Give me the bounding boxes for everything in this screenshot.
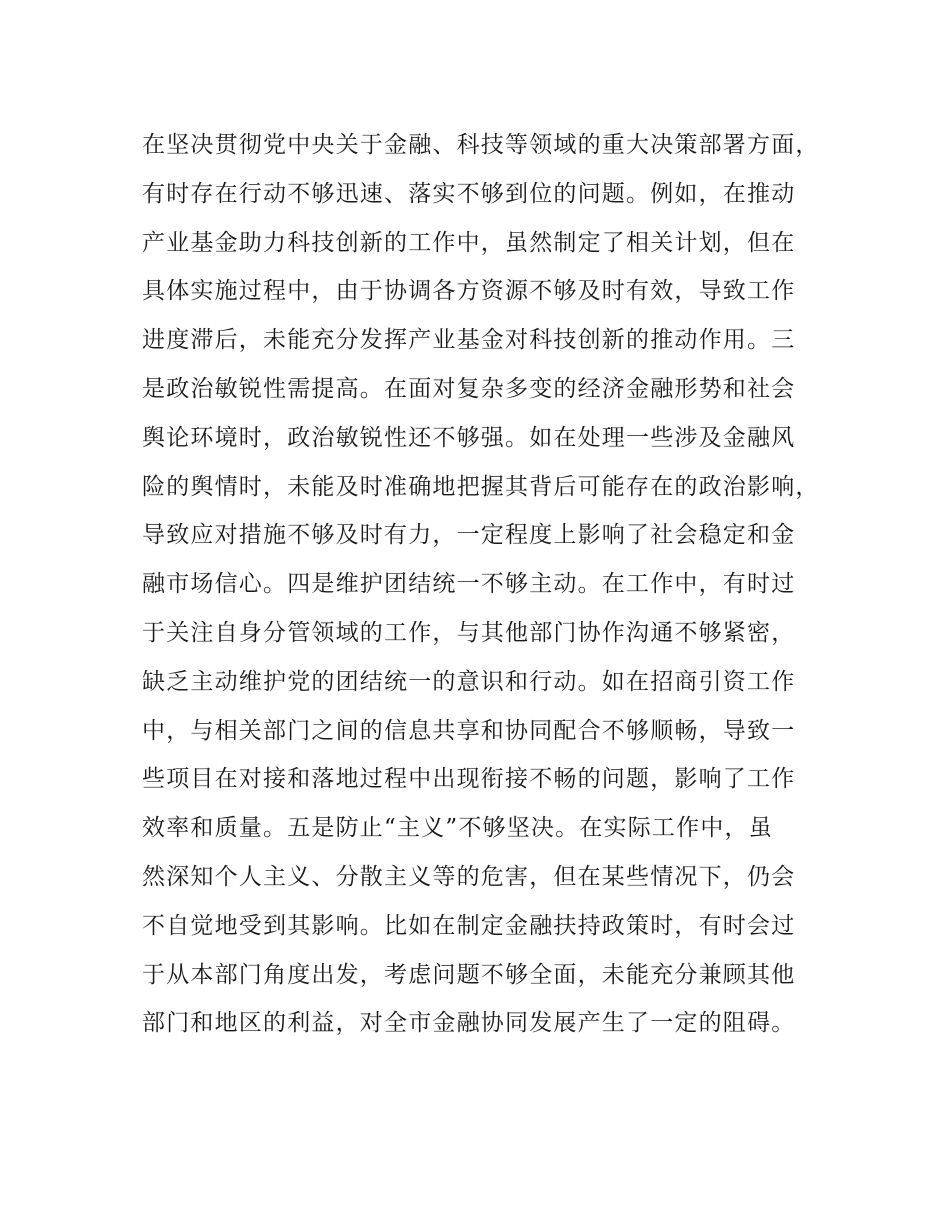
- body-paragraph: [142, 121, 842, 1048]
- text-line: 缺乏主动维护党的团结统一的意识和行动。如在招商引资工作: [142, 668, 796, 695]
- text-line: 险的舆情时，未能及时准确地把握其背后可能存在的政治影响，: [142, 473, 820, 500]
- text-line: 产业基金助力科技创新的工作中，虽然制定了相关计划，但在: [142, 229, 796, 256]
- text-line: 于从本部门角度出发，考虑问题不够全面，未能充分兼顾其他: [142, 961, 796, 988]
- text-line: 些项目在对接和落地过程中出现衔接不畅的问题，影响了工作: [142, 766, 796, 793]
- text-line: 在坚决贯彻党中央关于金融、科技等领域的重大决策部署方面，: [142, 132, 820, 158]
- text-line: 具体实施过程中，由于协调各方资源不够及时有效，导致工作: [142, 278, 796, 305]
- text-line: 效率和质量。五是防止“主义”不够坚决。在实际工作中，虽: [142, 815, 773, 842]
- text-line: 中，与相关部门之间的信息共享和协同配合不够顺畅，导致一: [142, 717, 796, 744]
- text-line: 部门和地区的利益，对全市金融协同发展产生了一定的阻碍。: [142, 1010, 796, 1037]
- text-line: 导致应对措施不够及时有力，一定程度上影响了社会稳定和金: [142, 522, 796, 549]
- text-line: 舆论环境时，政治敏锐性还不够强。如在处理一些涉及金融风: [142, 424, 796, 451]
- text-line: 是政治敏锐性需提高。在面对复杂多变的经济金融形势和社会: [142, 375, 796, 402]
- text-line: 然深知个人主义、分散主义等的危害，但在某些情况下，仍会: [142, 863, 796, 890]
- text-line: 于关注自身分管领域的工作，与其他部门协作沟通不够紧密，: [142, 619, 796, 646]
- text-line: 进度滞后，未能充分发挥产业基金对科技创新的推动作用。三: [142, 327, 796, 354]
- text-line: 不自觉地受到其影响。比如在制定金融扶持政策时，有时会过: [142, 912, 796, 939]
- text-line: 有时存在行动不够迅速、落实不够到位的问题。例如，在推动: [142, 180, 796, 207]
- text-line: 融市场信心。四是维护团结统一不够主动。在工作中，有时过: [142, 571, 796, 598]
